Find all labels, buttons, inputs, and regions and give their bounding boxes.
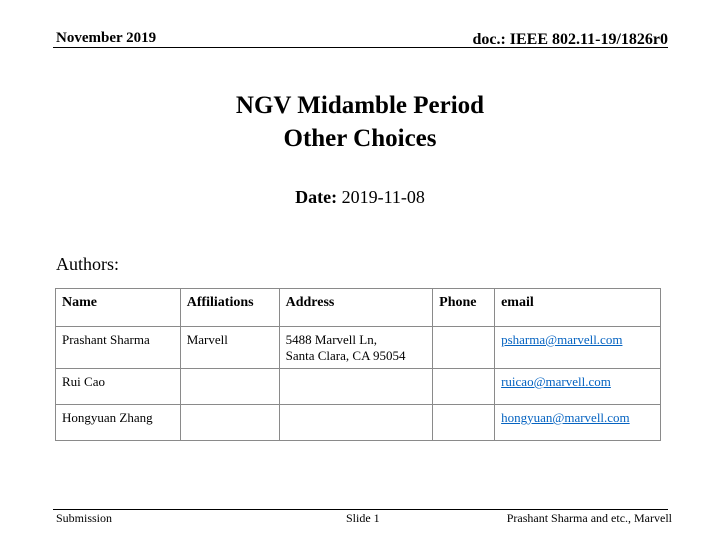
table-row — [56, 405, 661, 441]
cell-phone — [433, 327, 495, 369]
address-line-1: 5488 Marvell Ln, — [285, 332, 377, 347]
slide-title — [0, 89, 720, 155]
cell-address — [279, 369, 433, 405]
cell-phone — [433, 405, 495, 441]
cell-phone — [433, 369, 495, 405]
cell-name: Prashant Sharma — [56, 327, 181, 369]
footer-slide-number: Slide 1 — [346, 511, 380, 525]
date-value: 2019-11-08 — [341, 187, 425, 207]
table-row — [56, 327, 661, 369]
cell-name: Hongyuan Zhang — [56, 405, 181, 441]
col-header-name: Name — [56, 289, 181, 327]
cell-address — [279, 405, 433, 441]
cell-address — [279, 327, 433, 369]
footer-divider — [53, 509, 668, 510]
title-line-1: NGV Midamble Period — [235, 92, 485, 119]
title-line-2: Other Choices — [283, 125, 437, 152]
header-doc-id: doc.: IEEE 802.11-19/1826r0 — [472, 31, 668, 48]
cell-affiliation: Marvell — [180, 327, 279, 369]
header-date: November 2019 — [56, 30, 157, 46]
cell-email — [495, 369, 661, 405]
table-header-row — [56, 289, 661, 327]
footer-submission: Submission — [56, 511, 113, 525]
email-link[interactable]: hongyuan@marvell.com — [501, 410, 630, 425]
authors-label: Authors: — [56, 254, 119, 274]
table-row — [56, 369, 661, 405]
authors-table — [55, 288, 661, 441]
header-divider — [53, 47, 668, 48]
col-header-phone: Phone — [433, 289, 495, 327]
date-label: Date: — [295, 187, 338, 207]
email-link[interactable]: psharma@marvell.com — [501, 332, 623, 347]
email-link[interactable]: ruicao@marvell.com — [501, 374, 611, 389]
cell-email — [495, 327, 661, 369]
col-header-address: Address — [279, 289, 433, 327]
footer-authors: Prashant Sharma and etc., Marvell — [506, 511, 672, 525]
col-header-email: email — [495, 289, 661, 327]
date-block — [0, 187, 720, 208]
cell-email — [495, 405, 661, 441]
cell-affiliation — [180, 369, 279, 405]
cell-name: Rui Cao — [56, 369, 181, 405]
cell-affiliation — [180, 405, 279, 441]
col-header-affiliations: Affiliations — [180, 289, 279, 327]
address-line-2: Santa Clara, CA 95054 — [285, 348, 406, 363]
